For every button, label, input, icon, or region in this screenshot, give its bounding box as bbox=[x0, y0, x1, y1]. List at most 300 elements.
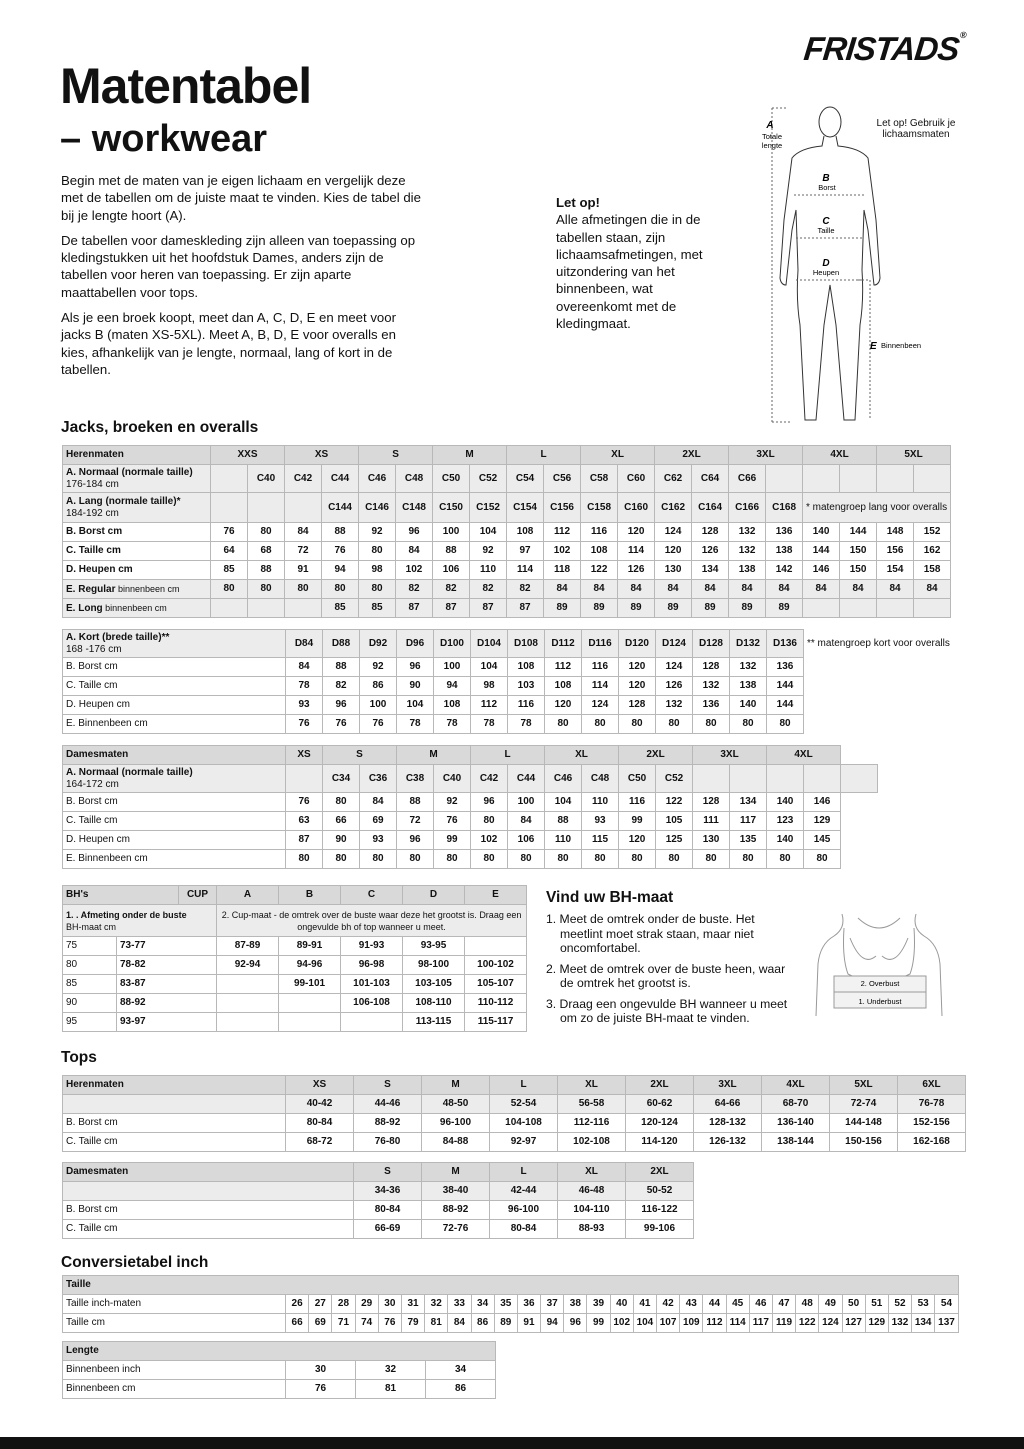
table-cell bbox=[729, 493, 766, 523]
table-cell bbox=[626, 1163, 694, 1182]
table-cell bbox=[403, 956, 465, 975]
cell-text: 124 bbox=[664, 526, 682, 537]
cell-text: 84 bbox=[408, 545, 420, 556]
cell-text: B. Borst cm bbox=[66, 526, 123, 537]
cell-text: 4XL bbox=[794, 749, 813, 760]
cell-text: 84 bbox=[372, 796, 384, 807]
table-cell bbox=[558, 1133, 626, 1152]
cell-text: ** matengroep kort voor overalls bbox=[807, 637, 950, 649]
cell-text: 72-76 bbox=[442, 1223, 469, 1234]
table-cell bbox=[767, 831, 804, 850]
table-row bbox=[63, 1295, 959, 1314]
cell-text: 86 bbox=[372, 680, 384, 691]
cell-text: C58 bbox=[589, 472, 609, 484]
cell-text: 80 bbox=[372, 853, 384, 864]
cell-text: 96 bbox=[569, 1317, 581, 1328]
label-b-text: Borst bbox=[818, 183, 836, 192]
table-cell bbox=[898, 1133, 966, 1152]
table-row bbox=[63, 831, 878, 850]
bh-step: 3. Draag een ongevulde BH wanneer u meet om zo de juiste BH-maat te vinden. bbox=[546, 996, 788, 1025]
cell-text: 84 bbox=[520, 815, 532, 826]
table-cell bbox=[692, 561, 729, 580]
table-cell bbox=[470, 523, 507, 542]
table-row bbox=[63, 465, 951, 493]
cell-text: 89 bbox=[593, 602, 605, 613]
table-cell bbox=[341, 956, 403, 975]
table-row bbox=[63, 1201, 694, 1220]
table-cell bbox=[582, 765, 619, 793]
table-cell bbox=[359, 493, 396, 523]
table-cell bbox=[217, 956, 279, 975]
table-cell bbox=[581, 465, 618, 493]
cell-text: D96 bbox=[405, 637, 425, 649]
table-cell bbox=[804, 677, 954, 696]
cell-subtext: 168 -176 cm bbox=[66, 643, 122, 655]
table-cell bbox=[762, 1095, 830, 1114]
table-cell bbox=[693, 850, 730, 869]
table-cell bbox=[323, 831, 360, 850]
table-cell bbox=[804, 831, 841, 850]
table-cell bbox=[730, 850, 767, 869]
bh-step: 1. Meet de omtrek onder de buste. Het meetlint moet strak staan, maar niet oncomfortabel. bbox=[546, 912, 755, 955]
table-cell bbox=[471, 630, 508, 658]
table-cell bbox=[434, 696, 471, 715]
table-cell bbox=[63, 831, 286, 850]
table-cell bbox=[211, 446, 285, 465]
table-cell bbox=[465, 956, 527, 975]
table-cell bbox=[694, 1095, 762, 1114]
cell-text: 144 bbox=[776, 699, 794, 710]
table-cell bbox=[767, 793, 804, 812]
table-row bbox=[63, 975, 527, 994]
table-cell bbox=[470, 580, 507, 599]
table-cell bbox=[888, 1295, 911, 1314]
cell-text: C48 bbox=[590, 772, 610, 784]
table-row bbox=[63, 446, 951, 465]
table-cell bbox=[355, 1314, 378, 1333]
table-cell bbox=[841, 765, 878, 793]
cell-text: 72 bbox=[297, 545, 309, 556]
cell-text: A bbox=[243, 889, 252, 900]
cell-text: 82 bbox=[408, 583, 420, 594]
table-cell bbox=[830, 1114, 898, 1133]
table-cell bbox=[360, 696, 397, 715]
cell-text: C154 bbox=[513, 501, 537, 513]
cell-text: 40 bbox=[616, 1298, 628, 1309]
table-cell bbox=[397, 746, 471, 765]
table-cell bbox=[286, 696, 323, 715]
table-cell bbox=[286, 1076, 354, 1095]
table-cell bbox=[465, 937, 527, 956]
cell-text: E. Binnenbeen cm bbox=[66, 718, 148, 729]
label-c-text: Taille bbox=[817, 226, 835, 235]
cell-text: 108 bbox=[516, 526, 534, 537]
cell-text: 120-124 bbox=[641, 1117, 678, 1128]
table-cell bbox=[619, 850, 656, 869]
cell-text: 89 bbox=[778, 602, 790, 613]
cell-text: 116 bbox=[590, 526, 608, 537]
cell-text: 34 bbox=[454, 1364, 467, 1375]
table-cell bbox=[63, 746, 286, 765]
cell-text: 2XL bbox=[650, 1079, 669, 1090]
table-cell bbox=[582, 677, 619, 696]
cell-text: 82 bbox=[482, 583, 494, 594]
cell-text: 76 bbox=[372, 718, 384, 729]
table-cell bbox=[841, 793, 878, 812]
table-cell bbox=[63, 850, 286, 869]
cell-text: D120 bbox=[625, 637, 649, 649]
cell-text: 150-156 bbox=[845, 1136, 882, 1147]
cell-text: B. Borst cm bbox=[66, 1117, 118, 1128]
cell-text: L bbox=[504, 749, 511, 760]
cell-text: 109 bbox=[682, 1317, 700, 1328]
table-cell bbox=[433, 493, 470, 523]
cell-text: 124 bbox=[822, 1317, 839, 1328]
table-cell bbox=[693, 765, 730, 793]
cell-text: Damesmaten bbox=[66, 1166, 129, 1177]
table-cell bbox=[657, 1314, 680, 1333]
cell-text: 152 bbox=[923, 526, 941, 537]
table-cell bbox=[804, 793, 841, 812]
table-cell bbox=[309, 1295, 332, 1314]
cell-text: 49 bbox=[824, 1298, 836, 1309]
cell-text: 80 bbox=[66, 959, 78, 970]
table-cell bbox=[63, 956, 117, 975]
cell-text: 30 bbox=[384, 1298, 396, 1309]
table-cell bbox=[217, 994, 279, 1013]
table-cell bbox=[693, 812, 730, 831]
table-cell bbox=[545, 831, 582, 850]
cell-text: D88 bbox=[331, 637, 351, 649]
table-cell bbox=[63, 715, 286, 734]
table-row bbox=[63, 746, 878, 765]
cell-text: 48-50 bbox=[442, 1098, 469, 1109]
size-table-conv_lengte bbox=[62, 1341, 496, 1399]
table-cell bbox=[619, 630, 656, 658]
cell-text: 105-107 bbox=[477, 978, 514, 989]
table-cell bbox=[354, 1163, 422, 1182]
table-cell bbox=[692, 493, 729, 523]
cell-text: 93-97 bbox=[120, 1016, 146, 1027]
table-cell bbox=[840, 561, 877, 580]
table-cell bbox=[422, 1095, 490, 1114]
cell-text: C66 bbox=[737, 472, 757, 484]
table-cell bbox=[618, 465, 655, 493]
table-cell bbox=[730, 696, 767, 715]
size-table-heren bbox=[62, 445, 951, 618]
table-cell bbox=[471, 850, 508, 869]
cell-text: 104 bbox=[554, 796, 572, 807]
table-cell bbox=[434, 793, 471, 812]
table-cell bbox=[912, 1295, 935, 1314]
cell-text: 84 bbox=[889, 583, 901, 594]
table-cell bbox=[730, 812, 767, 831]
cell-text: 46-48 bbox=[578, 1185, 605, 1196]
cell-text: C48 bbox=[404, 472, 424, 484]
table-cell bbox=[403, 937, 465, 956]
table-cell bbox=[63, 1201, 354, 1220]
table-cell bbox=[117, 1013, 217, 1032]
cell-text: 76 bbox=[298, 718, 310, 729]
cell-text: 136 bbox=[776, 661, 794, 672]
cell-text: 68 bbox=[260, 545, 272, 556]
cell-text: 80 bbox=[335, 853, 347, 864]
table-cell bbox=[490, 1163, 558, 1182]
cell-text: S bbox=[384, 1166, 391, 1177]
cell-text: 94 bbox=[546, 1317, 558, 1328]
table-cell bbox=[656, 812, 693, 831]
table-cell bbox=[729, 446, 803, 465]
note-box bbox=[556, 194, 716, 332]
cell-text: 88-92 bbox=[374, 1117, 401, 1128]
table-cell bbox=[248, 493, 285, 523]
cell-text: 111 bbox=[703, 815, 719, 826]
table-cell bbox=[841, 831, 878, 850]
table-cell bbox=[426, 1361, 496, 1380]
cell-text: 101-103 bbox=[353, 978, 390, 989]
table-row bbox=[63, 793, 878, 812]
table-cell bbox=[582, 630, 619, 658]
table-cell bbox=[508, 658, 545, 677]
cell-text: 112-116 bbox=[573, 1117, 610, 1128]
table-cell bbox=[433, 523, 470, 542]
cell-text: 80 bbox=[260, 583, 272, 594]
table-cell bbox=[285, 580, 322, 599]
cell-text: 80 bbox=[594, 718, 606, 729]
table-cell bbox=[912, 1314, 935, 1333]
table-cell bbox=[729, 465, 766, 493]
table-cell bbox=[396, 599, 433, 618]
table-cell bbox=[877, 599, 914, 618]
cell-text: D108 bbox=[514, 637, 538, 649]
table-cell bbox=[830, 1076, 898, 1095]
table-cell bbox=[434, 658, 471, 677]
cell-text: 112 bbox=[553, 526, 571, 537]
intro-paragraph: Als je een broek koopt, meet dan A, C, D, E en meet voor jacks B (maten XS-5XL). Meet A, B, D, E voor overalls en kies, afhankelijk van je lengte, normaal, lang of kort in de tabellen. bbox=[61, 310, 396, 377]
intro-text bbox=[61, 172, 421, 386]
table-cell bbox=[63, 765, 286, 793]
table-cell bbox=[656, 765, 693, 793]
cell-text: 42-44 bbox=[510, 1185, 537, 1196]
table-cell bbox=[285, 493, 322, 523]
table-cell bbox=[397, 812, 434, 831]
cell-text: 146 bbox=[813, 796, 831, 807]
label-d-letter: D bbox=[822, 258, 830, 269]
cell-text: XS bbox=[297, 749, 311, 760]
table-cell bbox=[655, 493, 692, 523]
table-cell bbox=[117, 975, 217, 994]
cell-text: 88 bbox=[445, 545, 457, 556]
cell-text: 76 bbox=[223, 526, 235, 537]
table-cell bbox=[803, 561, 840, 580]
cell-text: 115-117 bbox=[477, 1016, 514, 1027]
table-cell bbox=[354, 1076, 422, 1095]
table-cell bbox=[360, 658, 397, 677]
table-cell bbox=[610, 1295, 633, 1314]
table-cell bbox=[729, 561, 766, 580]
label-d-text: Heupen bbox=[812, 268, 840, 277]
cell-text: XS bbox=[312, 1079, 327, 1090]
table-row bbox=[63, 1314, 959, 1333]
table-cell bbox=[63, 1163, 354, 1182]
size-table-bh bbox=[62, 885, 527, 1032]
cell-text: 85 bbox=[223, 564, 235, 575]
table-cell bbox=[692, 599, 729, 618]
table-cell bbox=[544, 599, 581, 618]
cell-text: C52 bbox=[478, 472, 498, 484]
table-cell bbox=[545, 658, 582, 677]
cell-text: Taille inch-maten bbox=[66, 1298, 142, 1309]
table-cell bbox=[359, 561, 396, 580]
table-cell bbox=[865, 1295, 888, 1314]
table-cell bbox=[541, 1314, 564, 1333]
body-measurement-figure bbox=[750, 100, 930, 430]
cell-text: 150 bbox=[849, 545, 867, 556]
cell-text: 76 bbox=[335, 718, 347, 729]
cell-text: B. Borst cm bbox=[66, 1204, 118, 1215]
table-cell bbox=[693, 746, 767, 765]
cell-text: D bbox=[429, 889, 438, 900]
cell-text: 89 bbox=[630, 602, 642, 613]
cell-text: C44 bbox=[330, 472, 350, 484]
table-row bbox=[63, 1276, 959, 1295]
table-cell bbox=[914, 599, 951, 618]
table-cell bbox=[766, 542, 803, 561]
cell-text: 66-69 bbox=[374, 1223, 401, 1234]
table-row bbox=[63, 523, 951, 542]
cell-text: 78 bbox=[409, 718, 421, 729]
table-cell bbox=[422, 1182, 490, 1201]
table-cell bbox=[471, 746, 545, 765]
cell-text: 74 bbox=[361, 1317, 373, 1328]
cell-text: C50 bbox=[441, 472, 461, 484]
cell-text: 32 bbox=[384, 1364, 397, 1375]
table-cell bbox=[434, 677, 471, 696]
table-cell bbox=[582, 831, 619, 850]
table-cell bbox=[558, 1182, 626, 1201]
table-cell bbox=[766, 523, 803, 542]
table-cell bbox=[323, 677, 360, 696]
cell-text: 132 bbox=[702, 680, 720, 691]
size-table-tops_dames bbox=[62, 1162, 694, 1239]
table-cell bbox=[767, 850, 804, 869]
table-cell bbox=[730, 677, 767, 696]
table-cell bbox=[401, 1295, 424, 1314]
cell-text: 144-148 bbox=[845, 1117, 882, 1128]
cell-text: 84 bbox=[667, 583, 679, 594]
cell-text: 88-92 bbox=[120, 997, 146, 1008]
table-cell bbox=[517, 1295, 540, 1314]
cell-text: 80 bbox=[557, 853, 569, 864]
cell-text: 84 bbox=[297, 526, 309, 537]
table-cell bbox=[285, 542, 322, 561]
table-cell bbox=[692, 542, 729, 561]
table-cell bbox=[63, 994, 117, 1013]
table-cell bbox=[286, 1095, 354, 1114]
table-cell bbox=[359, 599, 396, 618]
table-row bbox=[63, 715, 954, 734]
cell-text: 4XL bbox=[786, 1079, 805, 1090]
cell-text: L bbox=[520, 1166, 527, 1177]
table-cell bbox=[360, 765, 397, 793]
cell-text: 40-42 bbox=[306, 1098, 333, 1109]
cell-text: 54 bbox=[940, 1298, 953, 1309]
table-row bbox=[63, 696, 954, 715]
table-cell bbox=[545, 696, 582, 715]
cell-text: 120 bbox=[628, 834, 646, 845]
table-cell bbox=[517, 1314, 540, 1333]
cell-text: 80-84 bbox=[510, 1223, 537, 1234]
cell-text: 34-36 bbox=[374, 1185, 401, 1196]
label-a-line2: lengte bbox=[761, 141, 783, 150]
cell-text: E. Regular bbox=[66, 583, 116, 595]
cell-text: 140 bbox=[739, 699, 757, 710]
table-cell bbox=[470, 599, 507, 618]
table-cell bbox=[360, 831, 397, 850]
cell-text: 84 bbox=[815, 583, 827, 594]
cell-text: 78 bbox=[483, 718, 495, 729]
cell-text: 51 bbox=[871, 1298, 883, 1309]
cell-text: B bbox=[305, 889, 314, 900]
table-cell bbox=[286, 658, 323, 677]
cell-text: 106 bbox=[442, 564, 460, 575]
cell-text: 80-84 bbox=[374, 1204, 401, 1215]
table-cell bbox=[558, 1220, 626, 1239]
table-cell bbox=[898, 1114, 966, 1133]
table-cell bbox=[619, 793, 656, 812]
table-cell bbox=[359, 465, 396, 493]
section-title-conversion: Conversietabel inch bbox=[61, 1254, 209, 1271]
table-row bbox=[63, 658, 954, 677]
table-cell bbox=[471, 765, 508, 793]
table-cell bbox=[286, 1380, 356, 1399]
table-cell bbox=[544, 542, 581, 561]
cell-text: 98 bbox=[483, 680, 495, 691]
table-cell bbox=[465, 1013, 527, 1032]
cell-text: C166 bbox=[735, 501, 759, 513]
cell-text: 132 bbox=[739, 661, 757, 672]
table-cell bbox=[508, 715, 545, 734]
cell-text: 80 bbox=[297, 583, 309, 594]
cell-text: 78-82 bbox=[120, 959, 146, 970]
table-cell bbox=[63, 446, 211, 465]
cell-text: 84 bbox=[453, 1317, 465, 1328]
cell-text: 72-74 bbox=[850, 1098, 877, 1109]
table-cell bbox=[618, 580, 655, 599]
cell-text: 138 bbox=[739, 680, 757, 691]
cell-text: 102 bbox=[480, 834, 498, 845]
cell-text: 114 bbox=[627, 545, 645, 556]
table-cell bbox=[471, 812, 508, 831]
table-cell bbox=[730, 831, 767, 850]
cell-text: 113-115 bbox=[415, 1016, 452, 1027]
cell-text: 99 bbox=[631, 815, 643, 826]
table-row bbox=[63, 1095, 966, 1114]
table-cell bbox=[693, 793, 730, 812]
cell-text: 120 bbox=[627, 526, 645, 537]
table-cell bbox=[332, 1314, 355, 1333]
cell-text: 92-97 bbox=[510, 1136, 537, 1147]
table-row bbox=[63, 886, 527, 905]
cell-subtext: binnenbeen cm bbox=[102, 602, 167, 613]
table-cell bbox=[914, 523, 951, 542]
cell-text: 80 bbox=[742, 718, 754, 729]
table-cell bbox=[286, 831, 323, 850]
table-cell bbox=[830, 1133, 898, 1152]
table-cell bbox=[749, 1295, 772, 1314]
table-cell bbox=[935, 1295, 958, 1314]
table-cell bbox=[490, 1076, 558, 1095]
